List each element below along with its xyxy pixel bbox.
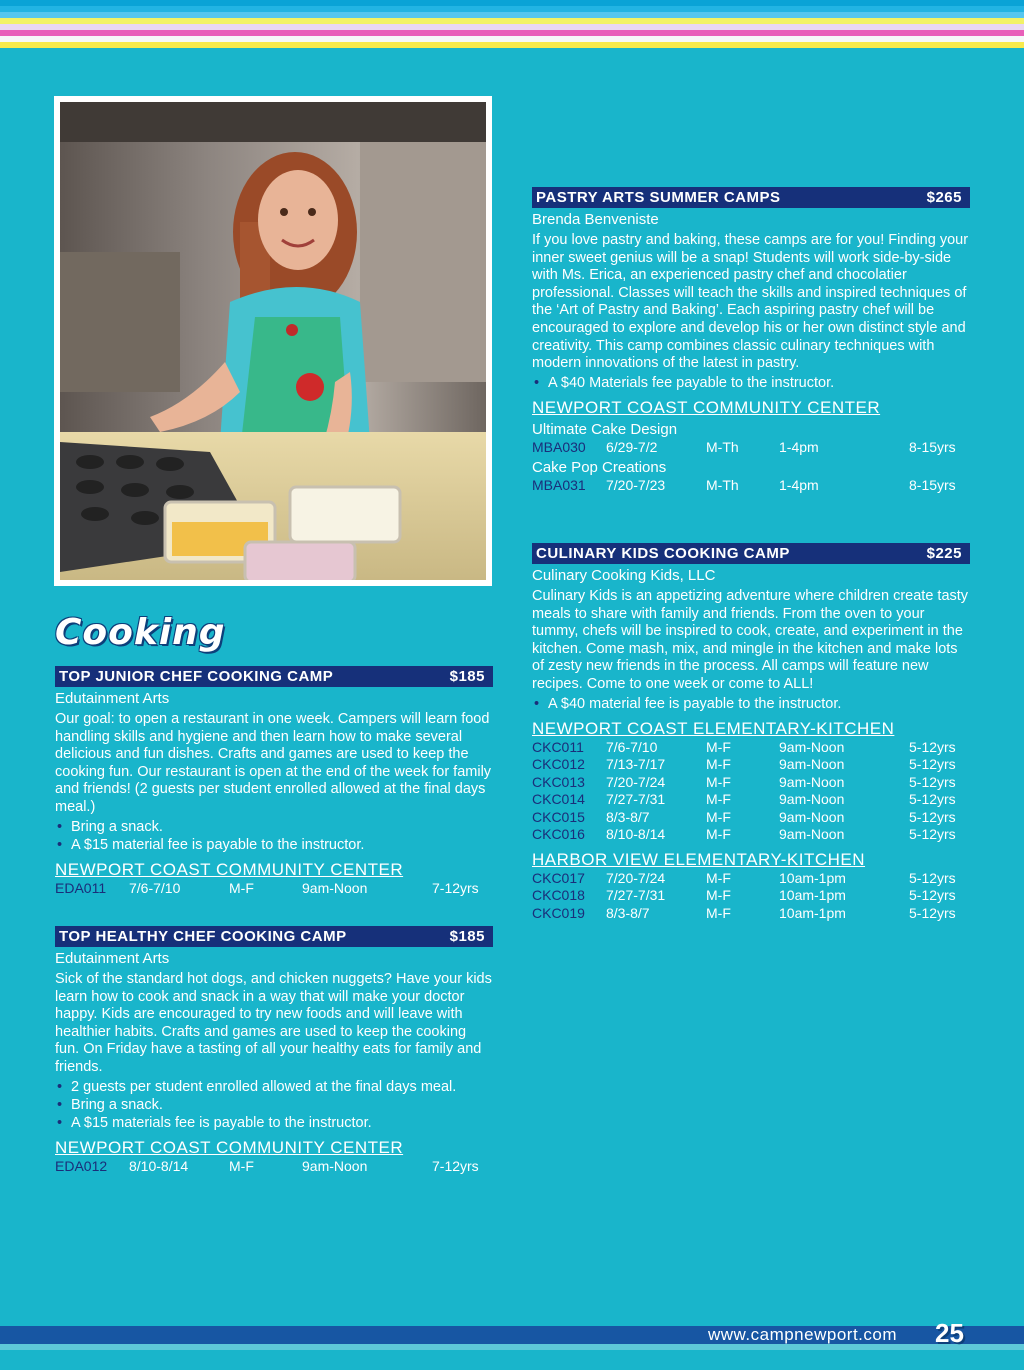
session-dates: 7/6-7/10 bbox=[129, 879, 181, 896]
camp-note: • Bring a snack. bbox=[55, 818, 493, 836]
session-days: M-F bbox=[706, 887, 731, 904]
session-dates: 8/3-8/7 bbox=[606, 904, 650, 921]
session-dates: 7/20-7/24 bbox=[606, 869, 666, 886]
session-time: 9am-Noon bbox=[779, 756, 845, 773]
session-days: M-F bbox=[706, 826, 731, 843]
session-row[interactable] bbox=[532, 739, 956, 757]
session-code[interactable]: CKC013 bbox=[532, 773, 585, 790]
session-ages: 7-12yrs bbox=[432, 879, 479, 896]
page-number: 25 bbox=[935, 1318, 964, 1348]
session-dates: 8/3-8/7 bbox=[606, 808, 650, 825]
session-table bbox=[55, 880, 479, 898]
camp-price: $265 bbox=[926, 189, 962, 206]
camp-note: • A $15 material fee is payable to the instructor. bbox=[55, 836, 493, 854]
session-ages: 8-15yrs bbox=[909, 438, 956, 455]
session-dates: 7/27-7/31 bbox=[606, 791, 666, 808]
session-table bbox=[532, 477, 956, 495]
session-days: M-Th bbox=[706, 438, 739, 455]
camp-provider: Edutainment Arts bbox=[55, 690, 170, 707]
session-ages: 5-12yrs bbox=[909, 773, 956, 790]
session-row[interactable] bbox=[532, 809, 956, 827]
session-row[interactable] bbox=[532, 477, 956, 495]
camp-title-bar bbox=[55, 926, 493, 947]
session-code[interactable]: CKC012 bbox=[532, 756, 585, 773]
camp-provider: Brenda Benveniste bbox=[532, 211, 659, 228]
session-ages: 5-12yrs bbox=[909, 826, 956, 843]
camp-pastry-arts bbox=[532, 187, 970, 495]
session-time: 10am-1pm bbox=[779, 904, 846, 921]
session-dates: 7/6-7/10 bbox=[606, 738, 658, 755]
session-time: 9am-Noon bbox=[779, 826, 845, 843]
camp-title-bar bbox=[532, 543, 970, 564]
session-code[interactable]: MBA031 bbox=[532, 477, 586, 494]
session-ages: 8-15yrs bbox=[909, 477, 956, 494]
session-row[interactable] bbox=[532, 439, 956, 457]
camp-description: If you love pastry and baking, these camps are for you! Finding your inner sweet genius will be a snap! Students will work side-by-side with Ms. Erica, an experienced pastry chef and chocolatier professional. Classes will teach the skills and inspired techniques of the ‘Art of Pastry and Baking’. Each aspiring pastry chef will be encouraged to explore and develop his or her own distinct style and creativity. This camp combines classic culinary techniques with modern innovations of the latest in pastry. bbox=[532, 232, 969, 372]
session-code[interactable]: MBA030 bbox=[532, 438, 586, 455]
session-days: M-F bbox=[706, 756, 731, 773]
session-time: 9am-Noon bbox=[302, 1157, 368, 1174]
website-link[interactable]: www.campnewport.com bbox=[708, 1325, 898, 1344]
session-days: M-F bbox=[706, 904, 731, 921]
camp-title: PASTRY ARTS SUMMER CAMPS bbox=[536, 189, 781, 206]
session-days: M-Th bbox=[706, 477, 739, 494]
photo-frame bbox=[54, 96, 492, 586]
session-time: 9am-Noon bbox=[779, 791, 845, 808]
header-stripe bbox=[0, 42, 1024, 48]
session-code[interactable]: CKC015 bbox=[532, 808, 585, 825]
session-group-title: Ultimate Cake Design bbox=[532, 420, 678, 438]
session-dates: 7/13-7/17 bbox=[606, 756, 666, 773]
camp-provider: Edutainment Arts bbox=[55, 950, 170, 967]
camp-notes bbox=[532, 695, 970, 713]
session-time: 9am-Noon bbox=[779, 773, 845, 790]
location-name[interactable]: NEWPORT COAST COMMUNITY CENTER bbox=[55, 859, 404, 879]
session-ages: 5-12yrs bbox=[909, 791, 956, 808]
session-ages: 5-12yrs bbox=[909, 869, 956, 886]
session-ages: 5-12yrs bbox=[909, 756, 956, 773]
location-name[interactable]: NEWPORT COAST ELEMENTARY-KITCHEN bbox=[532, 718, 895, 738]
session-ages: 7-12yrs bbox=[432, 1157, 479, 1174]
camp-description: Culinary Kids is an appetizing adventure where children create tasty meals to share with family and friends. From the oven to your tummy, chefs will be inspired to cook, create, and experiment in the kitchen. Come mash, mix, and mingle in the kitchen and make lots of zesty new friends in the process. All camps will feature new recipes. Come to one week or come to ALL! bbox=[532, 588, 969, 692]
session-code[interactable]: CKC011 bbox=[532, 738, 584, 755]
camp-title: CULINARY KIDS COOKING CAMP bbox=[536, 545, 790, 562]
camp-description: Our goal: to open a restaurant in one week. Campers will learn food handling skills and hygiene and then learn how to make several delicious and fun dishes. Crafts and games are used to keep the cooking fun. Our restaurant is open at the end of the week for family and friends! (2 guests per student enrolled allowed at the final days meal.) bbox=[55, 711, 492, 815]
camp-title-bar bbox=[532, 187, 970, 208]
camp-title-bar bbox=[55, 666, 493, 687]
session-code[interactable]: CKC017 bbox=[532, 869, 585, 886]
session-table bbox=[532, 739, 956, 844]
session-ages: 5-12yrs bbox=[909, 808, 956, 825]
camp-price: $185 bbox=[449, 668, 485, 685]
session-time: 10am-1pm bbox=[779, 869, 846, 886]
camp-note: • 2 guests per student enrolled allowed at the final days meal. bbox=[55, 1078, 493, 1096]
header-stripes bbox=[0, 0, 1024, 60]
camp-provider: Culinary Cooking Kids, LLC bbox=[532, 567, 716, 584]
session-days: M-F bbox=[706, 791, 731, 808]
session-ages: 5-12yrs bbox=[909, 904, 956, 921]
session-group-title: Cake Pop Creations bbox=[532, 459, 667, 477]
session-days: M-F bbox=[706, 869, 731, 886]
session-dates: 7/27-7/31 bbox=[606, 887, 666, 904]
camp-note: • A $40 Materials fee payable to the instructor. bbox=[532, 374, 970, 392]
camp-price: $185 bbox=[449, 928, 485, 945]
session-code[interactable]: CKC016 bbox=[532, 826, 585, 843]
session-time: 10am-1pm bbox=[779, 887, 846, 904]
camp-description: Sick of the standard hot dogs, and chicken nuggets? Have your kids learn how to cook and snack in a way that will make your doctor happy. Kids are encouraged to try new foods and will leave with healthier habits. Crafts and games are used to keep the cooking fun. On Friday have a tasting of all your healthy eats for family and friends. bbox=[55, 971, 492, 1075]
camp-title: TOP HEALTHY CHEF COOKING CAMP bbox=[59, 928, 347, 945]
session-days: M-F bbox=[706, 773, 731, 790]
session-days: M-F bbox=[229, 1157, 254, 1174]
camp-note: • A $40 material fee is payable to the instructor. bbox=[532, 695, 970, 713]
session-table bbox=[532, 439, 956, 457]
session-ages: 5-12yrs bbox=[909, 738, 956, 755]
session-code[interactable]: EDA012 bbox=[55, 1157, 108, 1174]
session-table bbox=[55, 1158, 479, 1176]
session-code[interactable]: CKC014 bbox=[532, 791, 585, 808]
camp-notes bbox=[532, 374, 970, 392]
session-row[interactable] bbox=[532, 756, 956, 774]
girl-cooking-photo bbox=[60, 102, 486, 580]
section-title: Cooking bbox=[55, 612, 226, 653]
session-dates: 7/20-7/23 bbox=[606, 477, 666, 494]
location-name[interactable]: NEWPORT COAST COMMUNITY CENTER bbox=[55, 1137, 404, 1157]
session-row[interactable] bbox=[532, 870, 956, 888]
session-row[interactable] bbox=[55, 1158, 479, 1176]
session-code[interactable]: CKC019 bbox=[532, 904, 585, 921]
camp-note: • Bring a snack. bbox=[55, 1096, 493, 1114]
session-dates: 6/29-7/2 bbox=[606, 438, 658, 455]
session-time: 9am-Noon bbox=[779, 738, 845, 755]
location-name[interactable]: NEWPORT COAST COMMUNITY CENTER bbox=[532, 397, 881, 417]
session-time: 9am-Noon bbox=[779, 808, 845, 825]
session-dates: 7/20-7/24 bbox=[606, 773, 666, 790]
session-days: M-F bbox=[706, 808, 731, 825]
session-days: M-F bbox=[229, 879, 254, 896]
camp-title: TOP JUNIOR CHEF COOKING CAMP bbox=[59, 668, 334, 685]
camp-note: • A $15 materials fee is payable to the instructor. bbox=[55, 1114, 493, 1132]
session-row[interactable] bbox=[532, 826, 956, 844]
session-row[interactable] bbox=[532, 791, 956, 809]
camp-price: $225 bbox=[926, 545, 962, 562]
location-name[interactable]: HARBOR VIEW ELEMENTARY-KITCHEN bbox=[532, 849, 866, 869]
session-row[interactable] bbox=[532, 774, 956, 792]
session-row[interactable] bbox=[532, 905, 956, 923]
session-time: 1-4pm bbox=[779, 438, 819, 455]
session-time: 1-4pm bbox=[779, 477, 819, 494]
session-row[interactable] bbox=[55, 880, 479, 898]
session-ages: 5-12yrs bbox=[909, 887, 956, 904]
session-dates: 8/10-8/14 bbox=[129, 1157, 189, 1174]
session-dates: 8/10-8/14 bbox=[606, 826, 666, 843]
session-time: 9am-Noon bbox=[302, 879, 368, 896]
session-table bbox=[532, 870, 956, 923]
session-code[interactable]: EDA011 bbox=[55, 879, 107, 896]
camp-top-healthy-chef bbox=[55, 926, 493, 1175]
session-row[interactable] bbox=[532, 887, 956, 905]
session-days: M-F bbox=[706, 738, 731, 755]
camp-top-junior-chef bbox=[55, 666, 493, 897]
camp-culinary-kids bbox=[532, 543, 970, 922]
session-code[interactable]: CKC018 bbox=[532, 887, 585, 904]
camp-notes bbox=[55, 1078, 493, 1132]
camp-notes bbox=[55, 818, 493, 854]
